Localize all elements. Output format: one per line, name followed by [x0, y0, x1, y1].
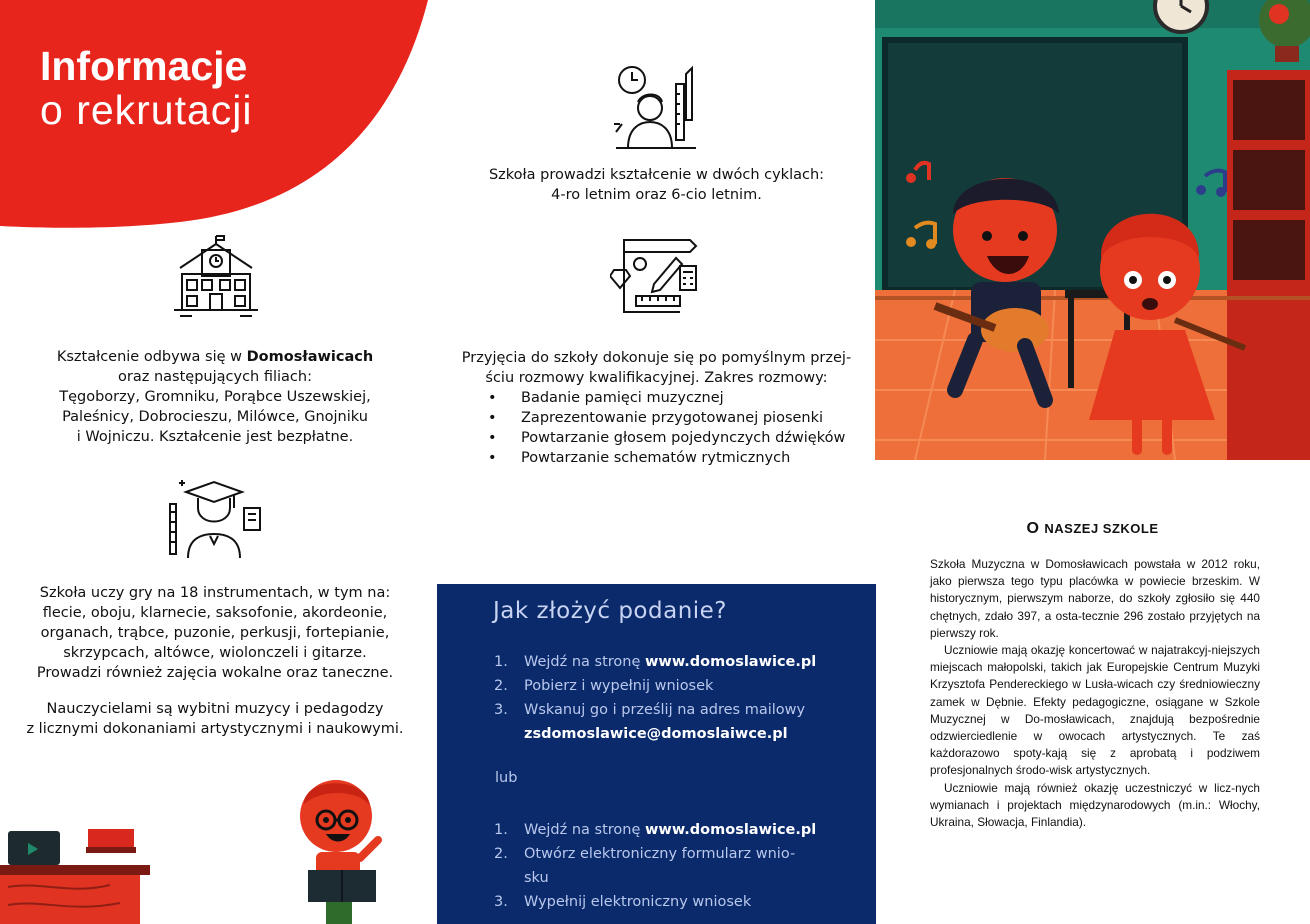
about-paragraph: Uczniowie mają okazję koncertować w najatrakcyj-niejszych miejscach małopolski, takich jak Europejskie Centrum Muzyki Krzysztofa Pendereckiego w Lusła-wicach czy średniowieczny zamek w Dębnie. Efekty pedagogiczne, osiągane w Szkole Muzycznej w Do-mosławicach, znajdują bezpośrednie odzwierciedlenie w owocach artystycznych. Te zaś każdorazowo spoty-kają się z aprobatą i podziwem profesjonalnych środo-wisk artystycznych. [930, 643, 1260, 778]
list-item: • Badanie pamięci muzycznej [488, 388, 876, 408]
graduate-icon [166, 478, 264, 560]
website-link[interactable]: www.domoslawice.pl [645, 822, 817, 838]
cycles-text: Szkoła prowadzi kształcenie w dwóch cyklach: 4-ro letnim oraz 6-cio letnim. [488, 167, 825, 203]
list-item: • Powtarzanie schematów rytmicznych [488, 448, 876, 468]
classroom-illustration [875, 0, 1310, 460]
list-item: 3. Wskanuj go i prześlij na adres mailowy zsdomoslawice@domoslaiwce.pl [494, 702, 806, 742]
apply-steps-online [494, 650, 816, 746]
teachers-text: Nauczycielami są wybitni muzycy i pedagodzy z licznymi dokonaniami artystycznymi i naukowymi. [26, 701, 404, 737]
about-paragraph: Uczniowie mają również okazję uczestniczyć w licz-nych wymianach i projektach międzynarodowych (m.in.: Włochy, Ukraina, Słowacja, Finlandia). [930, 780, 1260, 830]
about-text [930, 556, 1260, 831]
school-building-icon [172, 234, 260, 318]
list-item: 1. Wejdź na stronę www.domoslawice.pl [494, 822, 817, 838]
email-link[interactable]: zsdomoslawice@domoslaiwce.pl [524, 726, 788, 742]
apply-steps-form [494, 818, 816, 914]
list-item: 2. Otwórz elektroniczny formularz wnio- sku [494, 846, 796, 886]
about-paragraph: Szkoła Muzyczna w Domosławicach powstała w 2012 roku, jako pierwsza tego typu placówka w powiecie brzeskim. W historycznym, pierwszym naborze, do szkoły zgłosiło się 440 chętnych, zdało 397, a osta-tecznie 296 zostało przyjętych na pierwszy rok. [930, 557, 1260, 640]
interview-list [488, 388, 876, 468]
title-light: o rekrutacji [40, 87, 253, 134]
boy-with-book-illustration [282, 770, 386, 924]
about-title: O NASZEJ SZKOLE [1026, 520, 1159, 537]
apply-panel [437, 584, 876, 924]
teacher-clock-icon [612, 64, 698, 150]
page-title [40, 44, 253, 133]
apply-title: Jak złożyć podanie? [493, 598, 728, 624]
list-item: 3. Wypełnij elektroniczny wniosek [494, 894, 752, 910]
location-text: Kształcenie odbywa się w Domosławicach oraz następujących filiach: Tęgoborzy, Gromniku, Porąbce Uszewskiej, Paleśnicy, Dobrocieszu, Milówce, Gnojniku i Wojniczu. Kształcenie jest bezpłatne. [56, 349, 374, 445]
instruments-text: Szkoła uczy gry na 18 instrumentach, w tym na: flecie, oboju, klarnecie, saksofonie, akordeonie, organach, trąbce, puzonie, perkusji, fortepianie, skrzypcach, altówce, wiolonczeli i gitarze. Prowadzi również zajęcia wokalne oraz taneczne. [36, 585, 394, 681]
or-separator: lub [495, 770, 518, 786]
design-tools-icon [610, 236, 700, 316]
list-item: 2. Pobierz i wypełnij wniosek [494, 678, 714, 694]
list-item: 1. Wejdź na stronę www.domoslawice.pl [494, 654, 817, 670]
admission-text: Przyjęcia do szkoły dokonuje się po pomyślnym przej- ściu rozmowy kwalifikacyjnej. Zakres rozmowy: [461, 350, 852, 386]
desk-illustration [0, 825, 150, 924]
title-bold: Informacje [40, 43, 248, 89]
hero-banner [0, 0, 440, 230]
list-item: • Zaprezentowanie przygotowanej piosenki [488, 408, 876, 428]
list-item: • Powtarzanie głosem pojedynczych dźwięków [488, 428, 876, 448]
website-link[interactable]: www.domoslawice.pl [645, 654, 817, 670]
